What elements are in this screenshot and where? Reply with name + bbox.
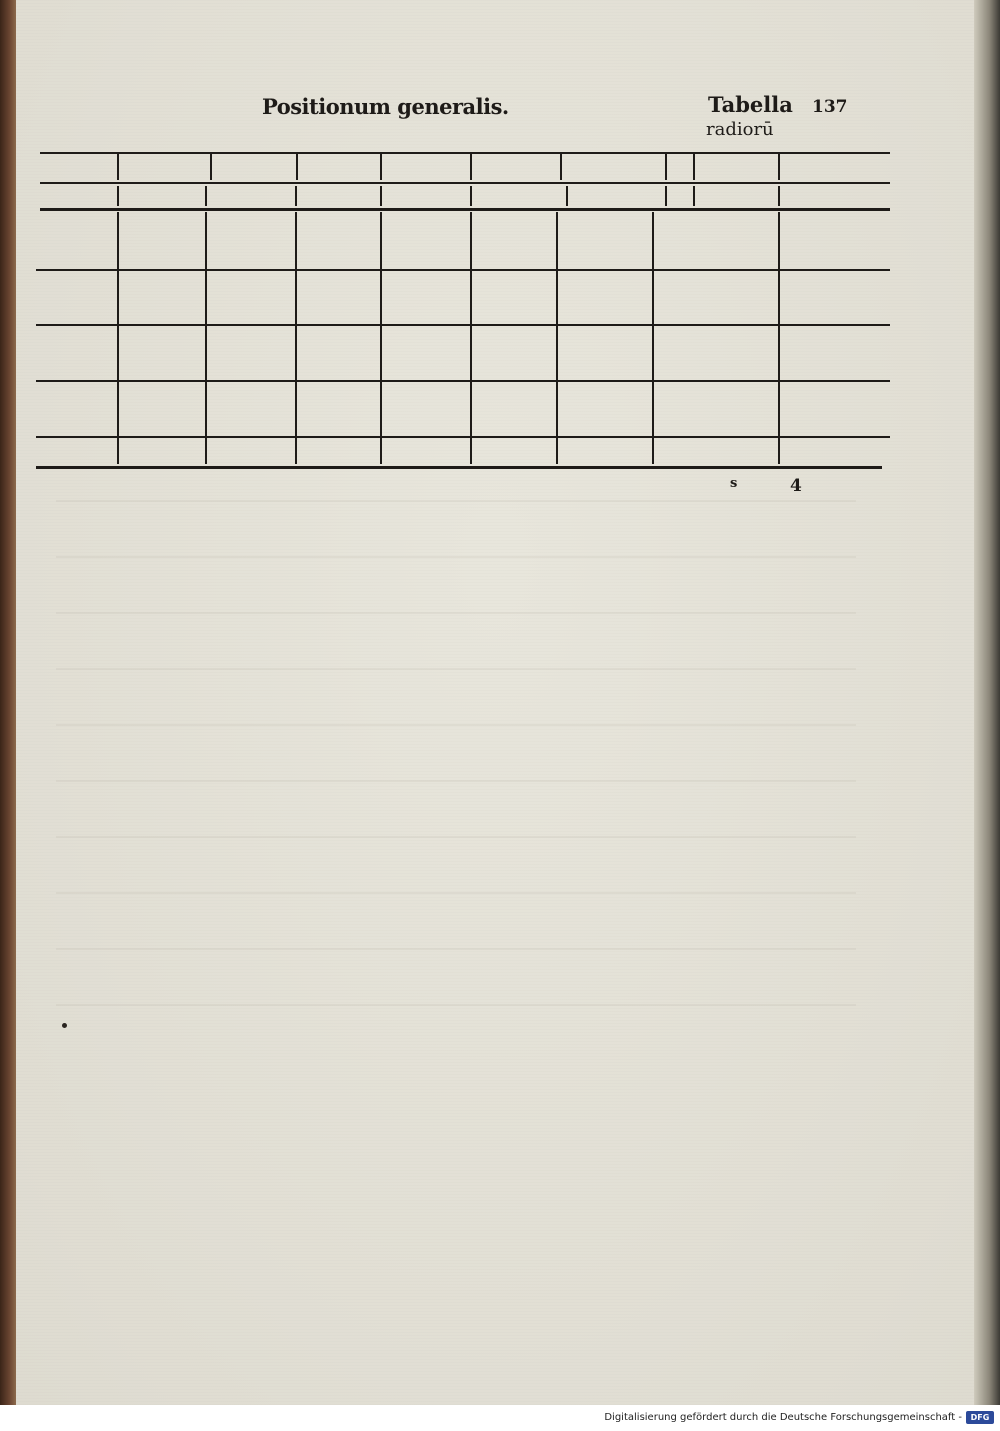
table-rule <box>40 182 890 184</box>
table-rule <box>36 436 890 438</box>
page-edge <box>974 0 1000 1405</box>
running-title: Positionum generalis. <box>262 94 509 119</box>
signature-number: 4 <box>790 476 802 496</box>
header-separator <box>296 154 298 180</box>
table-rule <box>36 269 890 271</box>
table-rule <box>36 466 882 469</box>
header-separator <box>470 154 472 180</box>
header-separator <box>380 186 382 206</box>
dfg-logo-icon: DFG <box>966 1411 994 1424</box>
header-separator <box>665 186 667 206</box>
header-separator <box>693 154 695 180</box>
column-separator <box>117 212 119 464</box>
header-separator <box>560 154 562 180</box>
column-separator <box>556 212 558 464</box>
signature-mark: s <box>730 476 738 491</box>
header-separator <box>566 186 568 206</box>
header-separator <box>778 154 780 180</box>
header-separator <box>205 186 207 206</box>
book-spine <box>0 0 16 1405</box>
table-title: Tabella <box>708 92 793 117</box>
table-rule <box>40 208 890 211</box>
header-separator <box>295 186 297 206</box>
header-separator <box>210 154 212 180</box>
table-rule <box>36 380 890 382</box>
column-separator <box>205 212 207 464</box>
footer-bar <box>0 1405 1000 1431</box>
column-separator <box>470 212 472 464</box>
header-separator <box>470 186 472 206</box>
ink-spot <box>62 1023 67 1028</box>
header-separator <box>693 186 695 206</box>
show-through-bleed <box>56 500 856 1060</box>
header-separator <box>665 154 667 180</box>
header-separator <box>380 154 382 180</box>
header-separator <box>778 186 780 206</box>
page-number: 137 <box>812 97 848 117</box>
column-separator <box>295 212 297 464</box>
column-separator <box>380 212 382 464</box>
table-rule <box>40 152 890 154</box>
column-separator <box>652 212 654 464</box>
column-separator <box>778 212 780 464</box>
footer-credit: Digitalisierung gefördert durch die Deutsche Forschungsgemeinschaft - <box>604 1412 962 1423</box>
header-separator <box>117 154 119 180</box>
header-separator <box>117 186 119 206</box>
table-subtitle: radiorū <box>706 119 774 140</box>
table-rule <box>36 324 890 326</box>
